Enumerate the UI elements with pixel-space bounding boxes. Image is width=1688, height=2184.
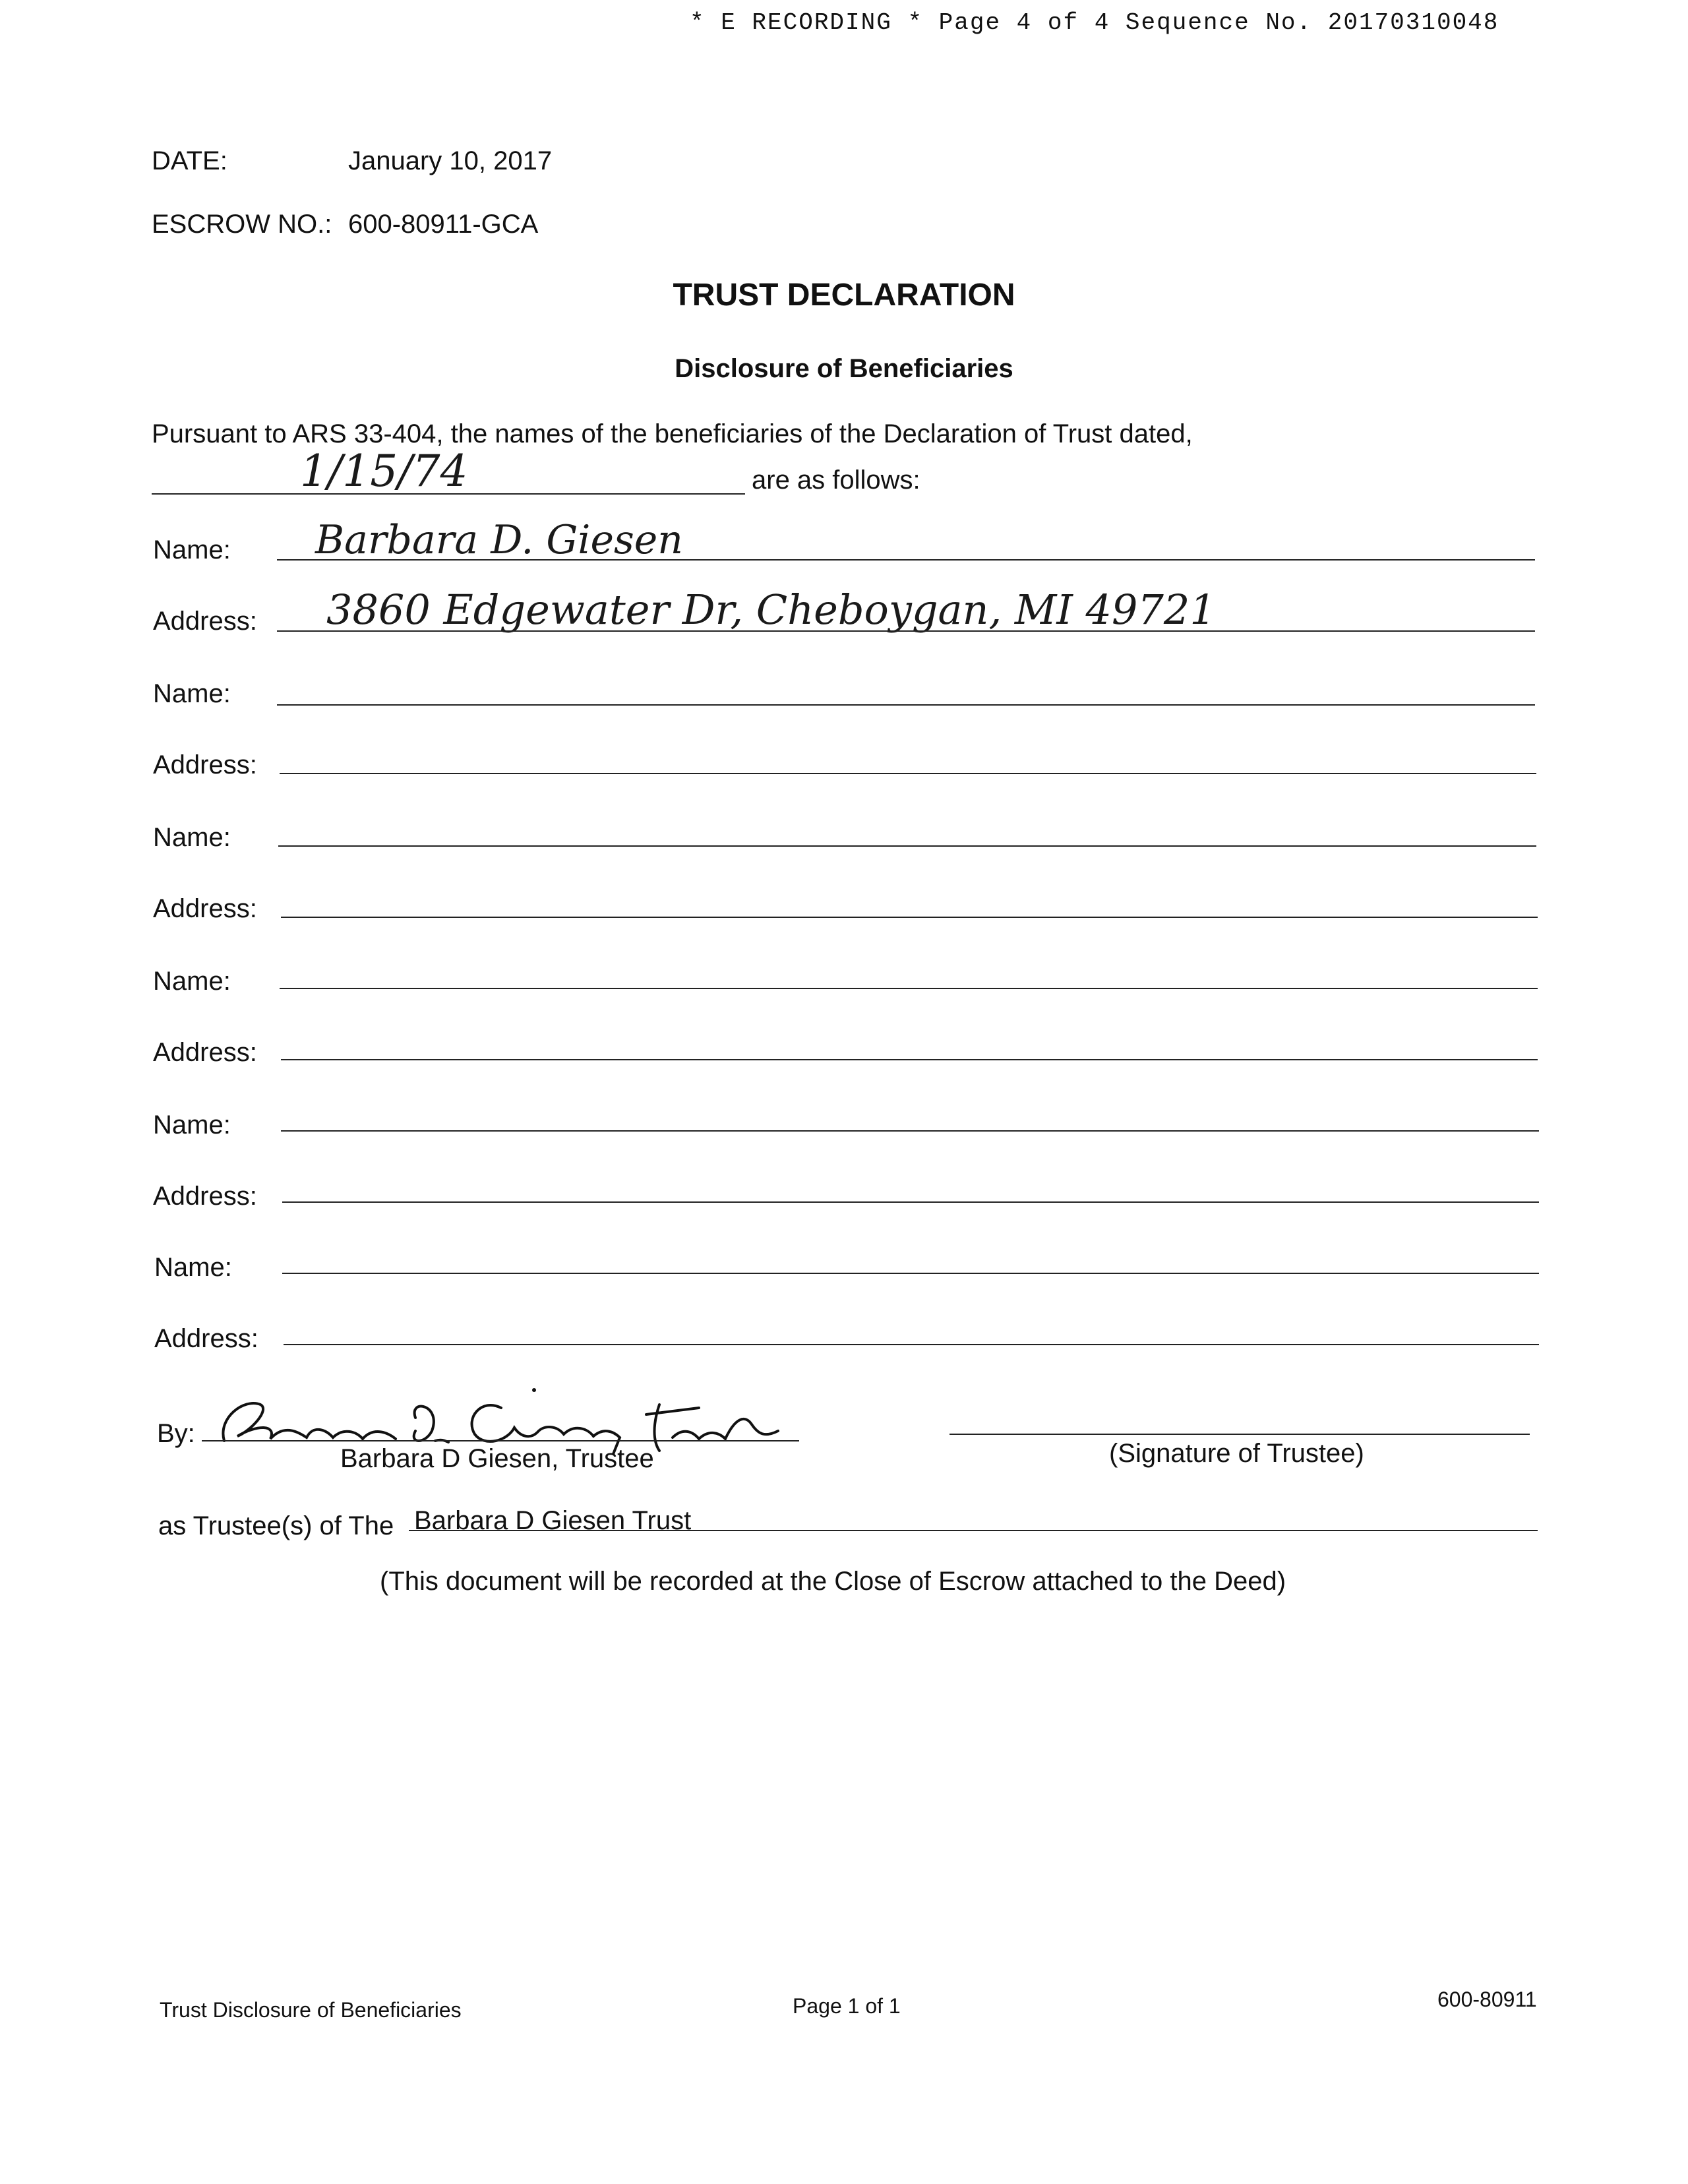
signature-line bbox=[202, 1440, 799, 1441]
name-line bbox=[281, 1130, 1539, 1132]
footer-left: Trust Disclosure of Beneficiaries bbox=[160, 1998, 462, 2022]
footer-right: 600-80911 bbox=[1437, 1987, 1537, 2011]
by-label: By: bbox=[157, 1419, 195, 1448]
recording-note: (This document will be recorded at the Close of Escrow attached to the Deed) bbox=[380, 1567, 1286, 1596]
trust-date-handwritten: 1/15/74 bbox=[300, 446, 468, 497]
address-line bbox=[280, 773, 1536, 774]
address-label: Address: bbox=[153, 1182, 257, 1211]
name-label: Name: bbox=[153, 1110, 231, 1139]
escrow-value: 600-80911-GCA bbox=[348, 210, 539, 239]
intro-line: Pursuant to ARS 33-404, the names of the beneficiaries of the Declaration of Trust dated, bbox=[152, 419, 1193, 448]
second-signature-line bbox=[950, 1434, 1530, 1435]
recording-header: * E RECORDING * Page 4 of 4 Sequence No. 20170310048 bbox=[690, 9, 1499, 36]
document-title: TRUST DECLARATION bbox=[673, 278, 1015, 313]
name-label: Name: bbox=[154, 1253, 232, 1282]
date-value: January 10, 2017 bbox=[348, 146, 553, 175]
address-line bbox=[281, 917, 1538, 918]
beneficiary-name-value: Barbara D. Giesen bbox=[315, 517, 683, 563]
name-label: Name: bbox=[153, 967, 231, 996]
address-label: Address: bbox=[153, 1038, 257, 1067]
address-line bbox=[281, 1059, 1538, 1060]
name-line bbox=[280, 988, 1538, 989]
name-label: Name: bbox=[153, 823, 231, 852]
beneficiary-address-value: 3860 Edgewater Dr, Cheboygan, MI 49721 bbox=[326, 586, 1216, 634]
name-label: Name: bbox=[153, 679, 231, 708]
trustee-printed-name: Barbara D Giesen, Trustee bbox=[340, 1444, 654, 1473]
date-label: DATE: bbox=[152, 146, 227, 175]
name-line bbox=[277, 559, 1535, 561]
address-line bbox=[284, 1344, 1539, 1345]
trust-date-underline bbox=[152, 493, 745, 495]
name-line bbox=[278, 845, 1536, 847]
trust-name-line bbox=[409, 1530, 1538, 1531]
trustee-of-label: as Trustee(s) of The bbox=[158, 1511, 394, 1540]
name-label: Name: bbox=[153, 535, 231, 564]
footer-page: Page 1 of 1 bbox=[793, 1994, 901, 2018]
name-line bbox=[277, 704, 1535, 706]
address-line bbox=[282, 1201, 1539, 1203]
document-subtitle: Disclosure of Beneficiaries bbox=[675, 354, 1013, 383]
address-label: Address: bbox=[153, 750, 257, 779]
address-label: Address: bbox=[154, 1324, 258, 1353]
address-line bbox=[277, 630, 1535, 632]
address-label: Address: bbox=[153, 607, 257, 636]
address-label: Address: bbox=[153, 894, 257, 923]
trust-name-value: Barbara D Giesen Trust bbox=[414, 1506, 692, 1535]
name-line bbox=[282, 1273, 1539, 1274]
second-signature-caption: (Signature of Trustee) bbox=[1109, 1439, 1364, 1468]
intro-suffix: are as follows: bbox=[752, 466, 920, 495]
escrow-label: ESCROW NO.: bbox=[152, 210, 332, 239]
